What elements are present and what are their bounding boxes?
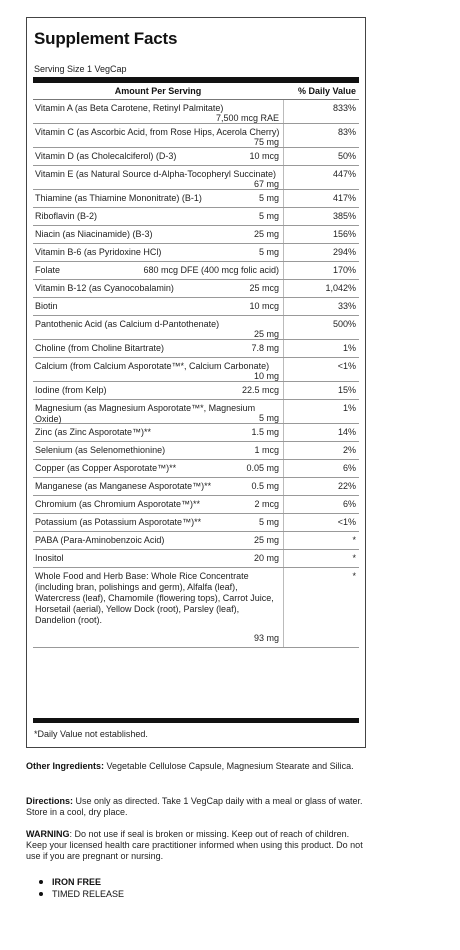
nutrient-amount: 25 mg bbox=[253, 535, 279, 545]
other-ingredients-text: Vegetable Cellulose Capsule, Magnesium Stearate and Silica. bbox=[106, 761, 354, 771]
nutrient-daily-value: * bbox=[352, 535, 356, 545]
column-divider bbox=[283, 478, 284, 495]
nutrient-row bbox=[33, 298, 359, 316]
column-divider bbox=[283, 262, 284, 279]
nutrient-row bbox=[33, 244, 359, 262]
directions-label: Directions: bbox=[26, 796, 74, 806]
nutrient-amount: 10 mcg bbox=[249, 151, 279, 161]
nutrient-amount: 25 mg bbox=[253, 329, 279, 339]
nutrient-row bbox=[33, 442, 359, 460]
nutrient-amount: 5 mg bbox=[258, 413, 279, 423]
nutrient-daily-value: 447% bbox=[332, 169, 356, 179]
nutrient-name: Vitamin C (as Ascorbic Acid, from Rose Hips, Acerola Cherry) bbox=[35, 127, 280, 137]
feature-label: IRON FREE bbox=[52, 877, 102, 887]
column-divider bbox=[283, 208, 284, 225]
nutrient-amount: 10 mg bbox=[253, 371, 279, 381]
nutrient-daily-value: 833% bbox=[332, 103, 356, 113]
nutrient-row bbox=[33, 382, 359, 400]
nutrient-row bbox=[33, 280, 359, 298]
daily-value-header: % Daily Value bbox=[297, 86, 356, 96]
nutrient-name: Niacin (as Niacinamide) (B-3) bbox=[35, 229, 153, 239]
nutrient-row bbox=[33, 568, 359, 648]
nutrient-daily-value: 83% bbox=[337, 127, 356, 137]
column-divider bbox=[283, 532, 284, 549]
nutrient-amount: 67 mg bbox=[253, 179, 279, 189]
bullet-icon bbox=[39, 892, 43, 896]
nutrient-row bbox=[33, 400, 359, 424]
nutrient-name: Iodine (from Kelp) bbox=[35, 385, 107, 395]
facts-title: Supplement Facts bbox=[34, 29, 178, 48]
nutrient-row bbox=[33, 208, 359, 226]
warning-text: : Do not use if seal is broken or missing. Keep out of reach of children. Keep your licensed health care practitioner informed when using this product. Do not use if you are pregnant or nursing. bbox=[26, 829, 363, 861]
column-divider bbox=[283, 442, 284, 459]
nutrient-name: Whole Food and Herb Base: Whole Rice Concentrate (including bran, polishings and germ), Alfalfa (leaf), Watercress (leaf), Chamomile (flowering tops), Carrot Juice, Horsetail (aerial), Yellow Dock (root), Parsley (leaf), Dandelion (root). bbox=[35, 571, 274, 625]
nutrient-name: Vitamin D (as Cholecalciferol) (D-3) bbox=[35, 151, 177, 161]
nutrient-name: Choline (from Choline Bitartrate) bbox=[35, 343, 165, 353]
amount-header: Amount Per Serving bbox=[114, 86, 202, 96]
nutrient-row bbox=[33, 262, 359, 280]
nutrient-daily-value: 2% bbox=[342, 445, 356, 455]
nutrient-row bbox=[33, 496, 359, 514]
nutrient-daily-value: 417% bbox=[332, 193, 356, 203]
nutrient-amount: 25 mcg bbox=[249, 283, 279, 293]
nutrient-row bbox=[33, 340, 359, 358]
nutrient-name: Thiamine (as Thiamine Mononitrate) (B-1) bbox=[35, 193, 202, 203]
nutrient-amount: 2 mcg bbox=[254, 499, 279, 509]
directions-text: Use only as directed. Take 1 VegCap daily with a meal or glass of water. Store in a cool, dry place. bbox=[26, 796, 363, 817]
nutrient-row bbox=[33, 316, 359, 340]
nutrient-name: Potassium (as Potassium Asporotate™)** bbox=[35, 517, 202, 527]
nutrient-daily-value: 50% bbox=[337, 151, 356, 161]
column-divider bbox=[283, 460, 284, 477]
nutrient-name: PABA (Para-Aminobenzoic Acid) bbox=[35, 535, 165, 545]
directions bbox=[26, 796, 371, 818]
warning-label: WARNING bbox=[26, 829, 70, 839]
nutrient-amount: 93 mg bbox=[253, 633, 279, 643]
nutrient-name: Copper (as Copper Asporotate™)** bbox=[35, 463, 177, 473]
nutrient-daily-value: * bbox=[352, 571, 356, 581]
nutrient-name: Biotin bbox=[35, 301, 58, 311]
column-divider bbox=[283, 340, 284, 357]
feature-label: TIMED RELEASE bbox=[52, 889, 125, 899]
nutrient-daily-value: 33% bbox=[337, 301, 356, 311]
column-divider bbox=[283, 514, 284, 531]
nutrient-daily-value: 1% bbox=[342, 403, 356, 413]
nutrient-amount: 1.5 mg bbox=[251, 427, 279, 437]
nutrient-name: Vitamin A (as Beta Carotene, Retinyl Palmitate) bbox=[35, 103, 224, 113]
column-divider bbox=[283, 100, 284, 123]
nutrient-daily-value: 22% bbox=[337, 481, 356, 491]
column-divider bbox=[283, 424, 284, 441]
nutrient-daily-value: 15% bbox=[337, 385, 356, 395]
bullet-icon bbox=[39, 880, 43, 884]
feature-item-timed-release bbox=[38, 888, 124, 900]
column-divider bbox=[283, 496, 284, 513]
nutrient-name: Vitamin B-6 (as Pyridoxine HCl) bbox=[35, 247, 162, 257]
nutrient-amount: 5 mg bbox=[258, 193, 279, 203]
nutrient-name: Folate bbox=[35, 265, 61, 275]
nutrient-daily-value: <1% bbox=[337, 517, 356, 527]
feature-list bbox=[38, 876, 124, 900]
nutrient-row bbox=[33, 100, 359, 124]
nutrient-row bbox=[33, 460, 359, 478]
nutrient-daily-value: 294% bbox=[332, 247, 356, 257]
nutrient-row bbox=[33, 424, 359, 442]
nutrient-row bbox=[33, 514, 359, 532]
nutrient-amount: 25 mg bbox=[253, 229, 279, 239]
column-divider bbox=[283, 400, 284, 423]
warning bbox=[26, 829, 371, 862]
bottom-rule bbox=[33, 718, 359, 723]
nutrient-amount: 5 mg bbox=[258, 247, 279, 257]
nutrient-row bbox=[33, 166, 359, 190]
nutrient-amount: 5 mg bbox=[258, 211, 279, 221]
top-rule bbox=[33, 77, 359, 83]
nutrient-name: Chromium (as Chromium Asporotate™)** bbox=[35, 499, 201, 509]
nutrient-amount: 7,500 mcg RAE bbox=[215, 113, 279, 123]
nutrient-daily-value: 1,042% bbox=[325, 283, 356, 293]
nutrient-name: Riboflavin (B-2) bbox=[35, 211, 98, 221]
nutrient-row bbox=[33, 550, 359, 568]
nutrient-daily-value: 156% bbox=[332, 229, 356, 239]
footnote: *Daily Value not established. bbox=[34, 729, 148, 739]
nutrient-amount: 20 mg bbox=[253, 553, 279, 563]
feature-item-iron-free bbox=[38, 876, 124, 888]
nutrient-name: Vitamin E (as Natural Source d-Alpha-Tocopheryl Succinate) bbox=[35, 169, 276, 179]
nutrient-daily-value: 385% bbox=[332, 211, 356, 221]
nutrient-row bbox=[33, 532, 359, 550]
nutrient-amount: 7.8 mg bbox=[251, 343, 279, 353]
nutrient-amount: 5 mg bbox=[258, 517, 279, 527]
nutrient-daily-value: <1% bbox=[337, 361, 356, 371]
column-divider bbox=[283, 148, 284, 165]
nutrient-amount: 22.5 mcg bbox=[241, 385, 279, 395]
column-divider bbox=[283, 166, 284, 189]
nutrient-table bbox=[33, 99, 359, 648]
nutrient-amount: 1 mcg bbox=[254, 445, 279, 455]
column-divider bbox=[283, 244, 284, 261]
other-ingredients-label: Other Ingredients: bbox=[26, 761, 105, 771]
nutrient-name: Vitamin B-12 (as Cyanocobalamin) bbox=[35, 283, 174, 293]
nutrient-daily-value: 6% bbox=[342, 499, 356, 509]
column-divider bbox=[283, 124, 284, 147]
serving-size: Serving Size 1 VegCap bbox=[34, 64, 127, 74]
nutrient-daily-value: 500% bbox=[332, 319, 356, 329]
column-divider bbox=[283, 382, 284, 399]
supplement-facts-panel bbox=[26, 17, 366, 748]
column-divider bbox=[283, 226, 284, 243]
nutrient-row bbox=[33, 478, 359, 496]
column-divider bbox=[283, 550, 284, 567]
nutrient-amount: 75 mg bbox=[253, 137, 279, 147]
nutrient-name: Inositol bbox=[35, 553, 64, 563]
column-divider bbox=[283, 316, 284, 339]
nutrient-row bbox=[33, 124, 359, 148]
column-divider bbox=[283, 358, 284, 381]
other-ingredients bbox=[26, 761, 371, 772]
column-divider bbox=[283, 190, 284, 207]
nutrient-row bbox=[33, 148, 359, 166]
nutrient-name: Zinc (as Zinc Asporotate™)** bbox=[35, 427, 152, 437]
nutrient-daily-value: * bbox=[352, 553, 356, 563]
nutrient-name: Calcium (from Calcium Asporotate™*, Calcium Carbonate) bbox=[35, 361, 270, 371]
column-divider bbox=[283, 568, 284, 647]
nutrient-amount: 10 mcg bbox=[249, 301, 279, 311]
nutrient-name: Pantothenic Acid (as Calcium d-Pantothenate) bbox=[35, 319, 220, 329]
nutrient-amount: 0.05 mg bbox=[246, 463, 279, 473]
nutrient-daily-value: 14% bbox=[337, 427, 356, 437]
column-divider bbox=[283, 298, 284, 315]
nutrient-amount: 680 mcg DFE (400 mcg folic acid) bbox=[143, 265, 279, 275]
nutrient-name: Magnesium (as Magnesium Asporotate™*, Magnesium Oxide) bbox=[35, 403, 256, 424]
nutrient-row bbox=[33, 190, 359, 208]
nutrient-name: Selenium (as Selenomethionine) bbox=[35, 445, 166, 455]
nutrient-daily-value: 1% bbox=[342, 343, 356, 353]
nutrient-row bbox=[33, 358, 359, 382]
column-divider bbox=[283, 280, 284, 297]
nutrient-name: Manganese (as Manganese Asporotate™)** bbox=[35, 481, 212, 491]
nutrient-daily-value: 170% bbox=[332, 265, 356, 275]
nutrient-daily-value: 6% bbox=[342, 463, 356, 473]
nutrient-amount: 0.5 mg bbox=[251, 481, 279, 491]
nutrient-row bbox=[33, 226, 359, 244]
